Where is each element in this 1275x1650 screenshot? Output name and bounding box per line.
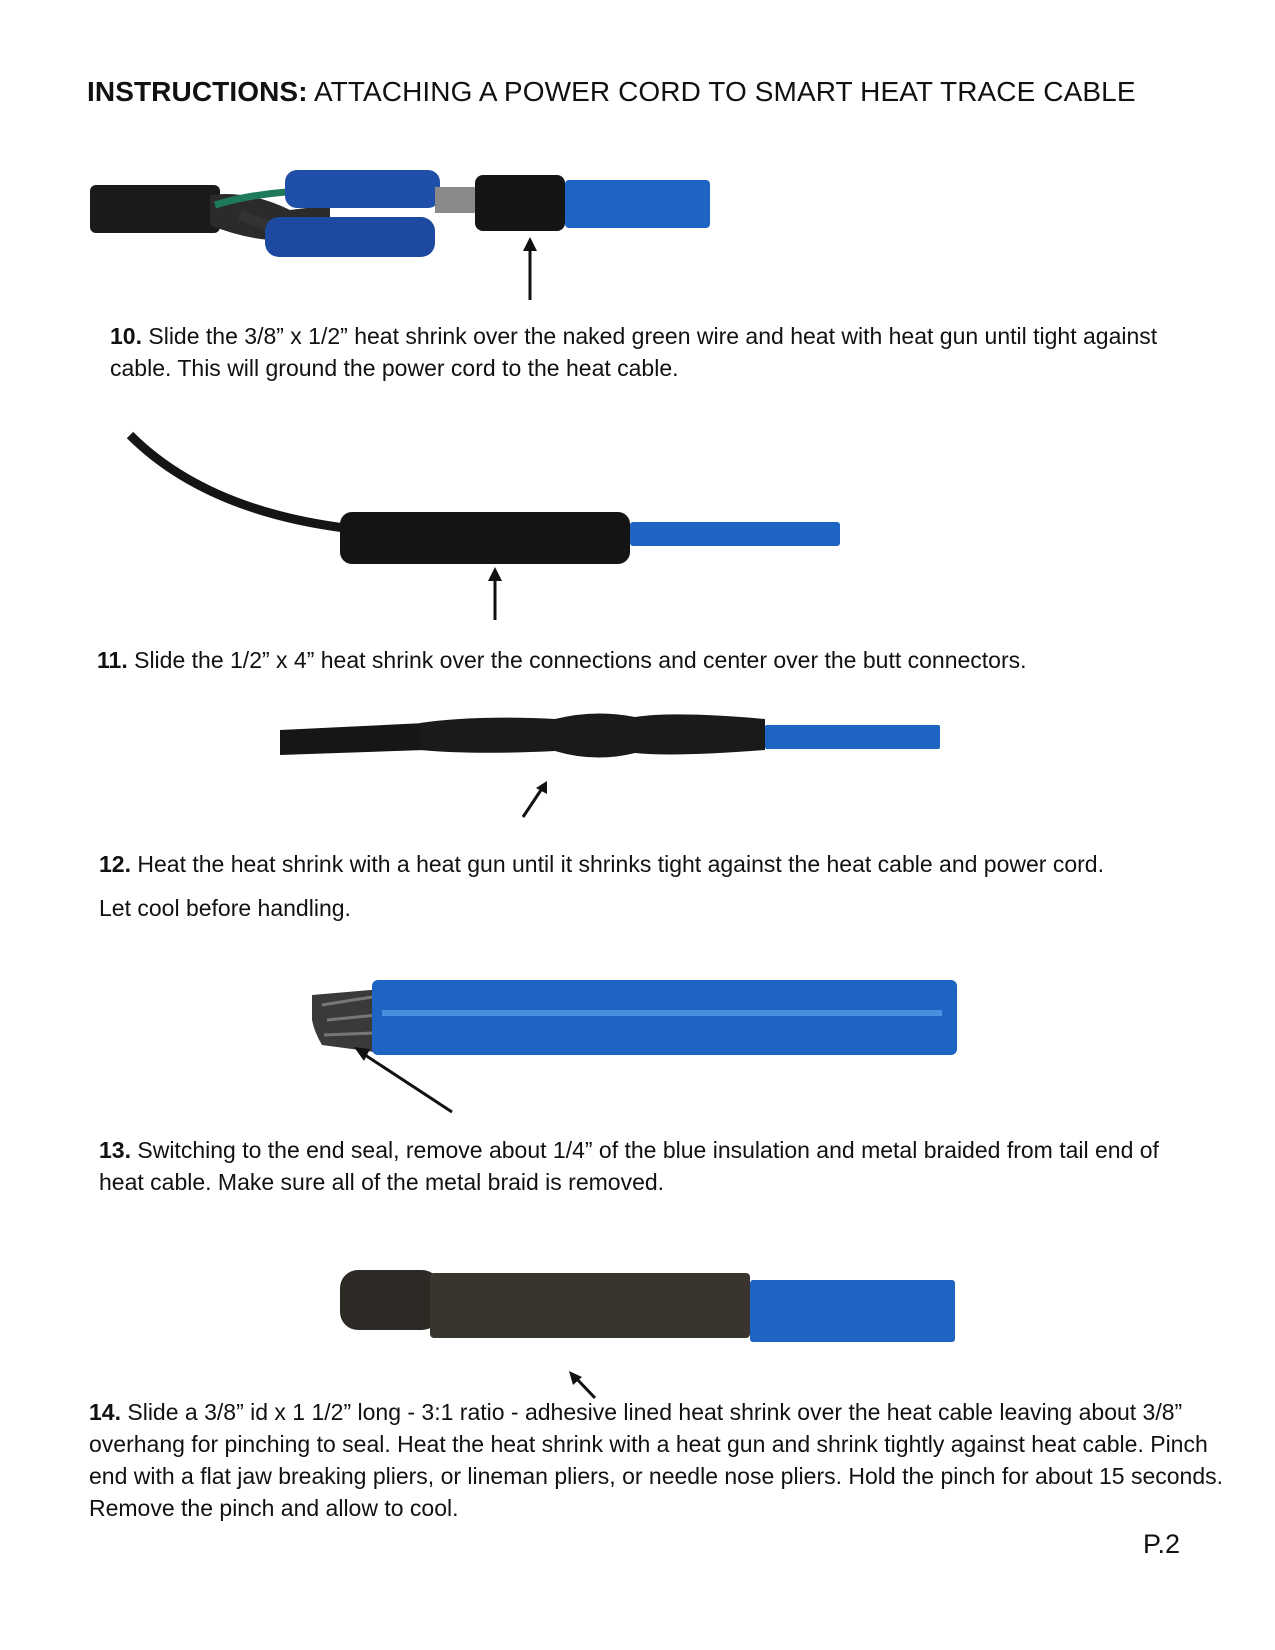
- page-title: [87, 76, 1136, 108]
- step-text: Slide a 3/8” id x 1 1/2” long - 3:1 ratio - adhesive lined heat shrink over the heat cable leaving about 3/8” overhang for pinching to seal. Heat the heat shrink with a heat gun and shrink tightly against heat cable. Pinch end with a flat jaw breaking pliers, or lineman pliers, or needle nose pliers. Hold the pinch for about 15 seconds. Remove the pinch and allow to cool.: [89, 1399, 1224, 1521]
- step-text: Heat the heat shrink with a heat gun until it shrinks tight against the heat cable and power cord.: [137, 851, 1104, 877]
- step-11: [97, 644, 1197, 676]
- step-text: Slide the 1/2” x 4” heat shrink over the connections and center over the butt connectors.: [134, 647, 1027, 673]
- step-number: 12.: [99, 851, 131, 877]
- photo-heat-shrink-shrunk: [275, 705, 945, 825]
- page-number: P.2: [1143, 1529, 1181, 1559]
- step-14: [89, 1396, 1249, 1524]
- title-bold: INSTRUCTIONS:: [87, 76, 308, 107]
- step-number: 13.: [99, 1137, 131, 1163]
- step-text: Slide the 3/8” x 1/2” heat shrink over the naked green wire and heat with heat gun until tight against cable. This will ground the power cord to the heat cable.: [110, 323, 1158, 381]
- step-text: Switching to the end seal, remove about 1/4” of the blue insulation and metal braided from tail end of heat cable. Make sure all of the metal braid is removed.: [99, 1137, 1159, 1195]
- photo-ground-wire-splice: [90, 165, 750, 315]
- step-10: [110, 320, 1170, 384]
- step-12: [99, 848, 1239, 880]
- step-number: 14.: [89, 1399, 121, 1425]
- step-number: 11.: [97, 647, 128, 673]
- title-rest: ATTACHING A POWER CORD TO SMART HEAT TRACE CABLE: [313, 76, 1136, 107]
- photo-sealed-cable-end: [340, 1265, 960, 1405]
- step-13: [99, 1134, 1179, 1198]
- photo-stripped-cable-end: [312, 975, 962, 1115]
- step-12-note: Let cool before handling.: [99, 895, 351, 921]
- step-number: 10.: [110, 323, 142, 349]
- photo-heat-shrink-slid: [125, 430, 845, 620]
